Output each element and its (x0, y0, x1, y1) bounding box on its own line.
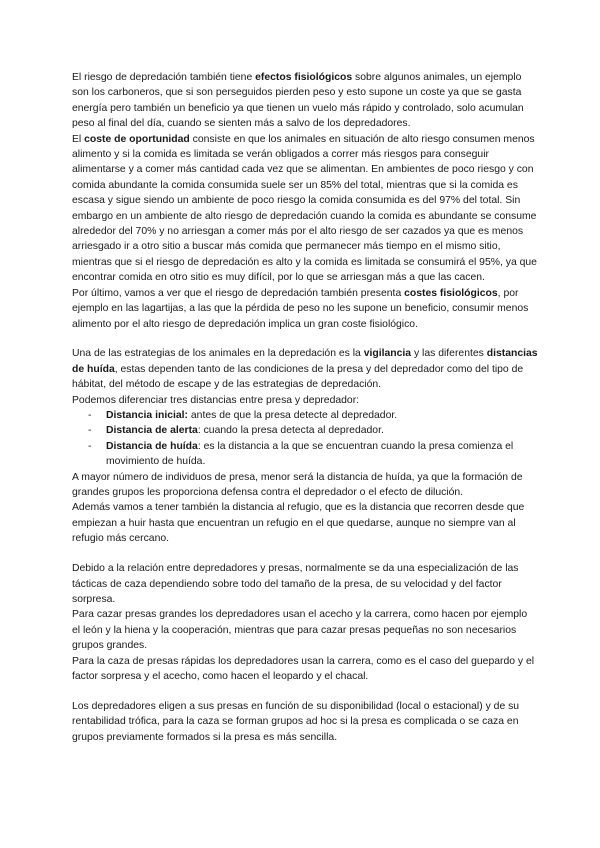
text: , estas dependen tanto de las condiciones de la presa y del depredador como del tipo de hábitat, del método de escape y de las estrategias de depredación. (72, 363, 524, 391)
text: El (72, 133, 85, 145)
paragraph-numero-individuos: A mayor número de individuos de presa, menor será la distancia de huída, ya que la formación de grandes grupos les proporciona defensa contra el depredador o el efecto de dilución. (72, 471, 523, 499)
paragraph-tres-distancias: Podemos diferenciar tres distancias entre presa y depredador: (72, 394, 360, 406)
text: : cuando la presa detecta al depredador. (197, 425, 384, 437)
bold-term: costes fisiológicos (404, 287, 498, 299)
text: Una de las estrategias de los animales en la depredación es la (72, 348, 364, 360)
paragraph-presas-rapidas: Para la caza de presas rápidas los depredadores usan la carrera, como es el caso del guepardo y el factor sorpresa y el acecho, como hacen el leopardo y el chacal. (72, 655, 535, 683)
paragraph-especializacion: Debido a la relación entre depredadores y presas, normalmente se da una especialización de las tácticas de caza dependiendo sobre todo del tamaño de la presa, de su velocidad y del factor sorpresa. (72, 563, 519, 605)
paragraph-gap (72, 547, 538, 562)
paragraph-efectos-fisiologicos (72, 70, 538, 132)
text: sobre algunos animales, un ejemplo son los carboneros, que si son perseguidos pierden peso y esto supone un coste ya que se gasta energía pero también un beneficio ya que tienen un vuelo más rápido y controlado, solo acumulan peso al final del día, cuando se sienten más a salvo de los depredadores. (72, 72, 524, 130)
distance-list (72, 408, 538, 470)
bold-term: coste de oportunidad (84, 133, 190, 145)
bold-term: distancias de huída (72, 348, 538, 375)
text: y las diferentes (411, 348, 487, 360)
paragraph-gap (72, 332, 538, 347)
paragraph-vigilancia (72, 346, 538, 392)
paragraph-presas-grandes: Para cazar presas grandes los depredadores usan el acecho y la carrera, como hacen por ejemplo el león y la hiena y la cooperación, mientras que para cazar presas pequeñas no son necesarios grupos grandes. (72, 609, 528, 652)
bold-term: Distancia de huída (106, 440, 198, 452)
bold-term: vigilancia (363, 348, 412, 360)
list-item (88, 423, 538, 438)
paragraph-gap (72, 684, 538, 699)
list-item (88, 439, 538, 470)
paragraph-eleccion-presas: Los depredadores eligen a sus presas en función de su disponibilidad (local o estacional) y de su rentabilidad trófica, para la caza se forman grupos ad hoc si la presa es complicada o se caza en grupos previamente formados si la presa es más sencilla. (72, 700, 520, 743)
paragraph-distancia-refugio: Además vamos a tener también la distancia al refugio, que es la distancia que recorren desde que empiezan a huir hasta que encuentran un refugio en el que quedarse, aunque no siempre van al refugio más cercano. (72, 502, 525, 545)
text: , por ejemplo en las lagartijas, a las que la pérdida de peso no les supone un beneficio, consumir menos alimento por el alto riesgo de depredación implica un gran coste fisiológico. (72, 287, 529, 330)
list-item (88, 408, 538, 423)
bold-term: Distancia inicial: (106, 410, 188, 422)
paragraph-costes-fisiologicos (72, 286, 538, 332)
text: antes de que la presa detecte al depredador. (188, 410, 398, 422)
text: consiste en que los animales en situación de alto riesgo consumen menos alimento y si la comida es limitada se verán obligados a correr más riesgos para conseguir alimentarse y a comer más cantidad cada vez que se alimentan. En ambientes de poco riesgo y con comida abundante la comida consumida suele ser un 85% del total, mientras que si la comida es escasa y sigue siendo un ambiente de poco riesgo la comida consumida es del 97% del total. Sin embargo en un ambiente de alto riesgo de depredación cuando la comida es abundante se consume alrededor del 70% y no arriesgan a comer más por el alto riesgo de ser cazados ya que es menos arriesgado ir a otro sitio a buscar más comida que permanecer más tiempo en el mismo sitio, mientras que si el riesgo de depredación es alto y la comida es limitada se consumirá el 95%, ya que encontrar comida en otro sitio es muy difícil, por lo que se arriesgan más a que las cacen. (72, 133, 537, 284)
text: Por último, vamos a ver que el riesgo de depredación también presenta (72, 287, 405, 299)
text: El riesgo de depredación también tiene (72, 72, 256, 83)
text: : es la distancia a la que se encuentran cuando la presa comienza el movimiento de huída. (106, 440, 514, 468)
bold-term: efectos fisiológicos (255, 72, 353, 83)
bold-term: Distancia de alerta (106, 425, 198, 437)
paragraph-coste-oportunidad (72, 132, 538, 286)
